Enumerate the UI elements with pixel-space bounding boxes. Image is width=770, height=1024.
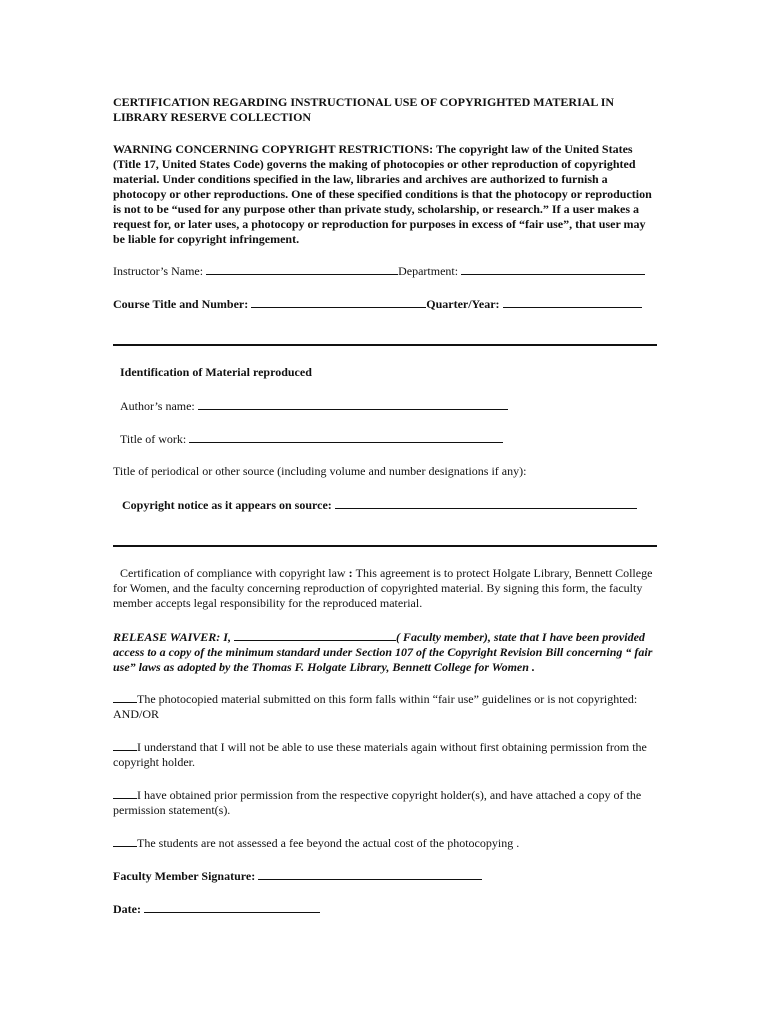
release-waiver: [113, 629, 658, 675]
copyright-warning: WARNING CONCERNING COPYRIGHT RESTRICTIONS: The copyright law of the United States (Title 17, United States Code) governs the making of photocopies or other reproduction of copyrighted material. Under conditions specified in the law, libraries and archives are authorized to furnish a photocopy or other reproductions. One of these specified conditions is that the photocopy or reproduction is not to be “used for any purpose other than private study, scholarship, or research.” If a user makes a request for, or later uses, a photocopy or reproduction for purposes in excess of “fair use”, that user may be liable for copyright infringement.: [113, 142, 652, 246]
waiver-lead: RELEASE WAIVER: I,: [113, 630, 231, 644]
section-divider: [113, 545, 657, 547]
document-title: CERTIFICATION REGARDING INSTRUCTIONAL USE OF COPYRIGHTED MATERIAL IN LIBRARY RESERVE COLLECTION: [113, 95, 615, 124]
option-no-fee: [113, 835, 658, 851]
author-name-field[interactable]: [198, 398, 508, 410]
date-row: [113, 901, 658, 917]
option-text: The photocopied material submitted on this form falls within “fair use” guidelines or is not copyrighted: AND/OR: [113, 692, 638, 721]
copyright-notice-label: Copyright notice as it appears on source:: [122, 498, 332, 512]
work-title-field[interactable]: [189, 431, 503, 443]
certification-colon: :: [345, 566, 356, 580]
option-prior-permission: [113, 787, 658, 818]
author-label: Author’s name:: [120, 399, 195, 413]
waiver-text: ( Faculty member), state that I have been provided access to a copy of the minimum standard under Section 107 of the Copyright Revision Bill concerning “ fair use” laws as adopted by the Thomas F. Holgate Library, Bennett College for Women .: [113, 630, 653, 674]
option-checkbox-line[interactable]: [113, 691, 137, 703]
certification-paragraph: [113, 566, 658, 611]
certification-lead: Certification of compliance with copyright law: [120, 566, 346, 580]
date-label: Date:: [113, 902, 141, 916]
course-label: Course Title and Number:: [113, 297, 249, 311]
signature-label: Faculty Member Signature:: [113, 869, 256, 883]
option-checkbox-line[interactable]: [113, 787, 137, 799]
department-field[interactable]: [461, 263, 645, 275]
instructor-name-field[interactable]: [206, 263, 398, 275]
periodical-label: Title of periodical or other source (including volume and number designations if any):: [113, 464, 527, 478]
course-title-field[interactable]: [251, 296, 426, 308]
copyright-notice-row: [122, 497, 667, 513]
date-field[interactable]: [144, 901, 320, 913]
option-text: I have obtained prior permission from the respective copyright holder(s), and have attached a copy of the permission statement(s).: [113, 788, 642, 817]
instructor-label: Instructor’s Name:: [113, 264, 204, 278]
option-checkbox-line[interactable]: [113, 739, 137, 751]
option-fair-use: [113, 691, 658, 722]
department-label: Department:: [398, 264, 459, 278]
option-no-reuse: [113, 739, 658, 770]
option-text: The students are not assessed a fee beyond the actual cost of the photocopying .: [137, 836, 520, 850]
section-divider: [113, 344, 657, 346]
author-row: [120, 398, 665, 414]
signature-row: [113, 868, 658, 884]
quarter-label: Quarter/Year:: [426, 297, 500, 311]
work-title-label: Title of work:: [120, 432, 187, 446]
instructor-row: [113, 263, 658, 279]
signature-field[interactable]: [258, 868, 482, 880]
course-row: [113, 296, 658, 312]
option-text: I understand that I will not be able to use these materials again without first obtaining permission from the copyright holder.: [113, 740, 647, 769]
copyright-notice-field[interactable]: [335, 497, 637, 509]
work-title-row: [120, 431, 665, 447]
quarter-year-field[interactable]: [503, 296, 642, 308]
certification-text: This agreement is to protect Holgate Library, Bennett College for Women, and the faculty concerning reproduction of copyrighted material. By signing this form, the faculty member accepts legal responsibility for the reproduced material.: [113, 566, 653, 610]
identification-heading: Identification of Material reproduced: [120, 365, 312, 379]
faculty-member-name-field[interactable]: [234, 629, 396, 641]
option-checkbox-line[interactable]: [113, 835, 137, 847]
